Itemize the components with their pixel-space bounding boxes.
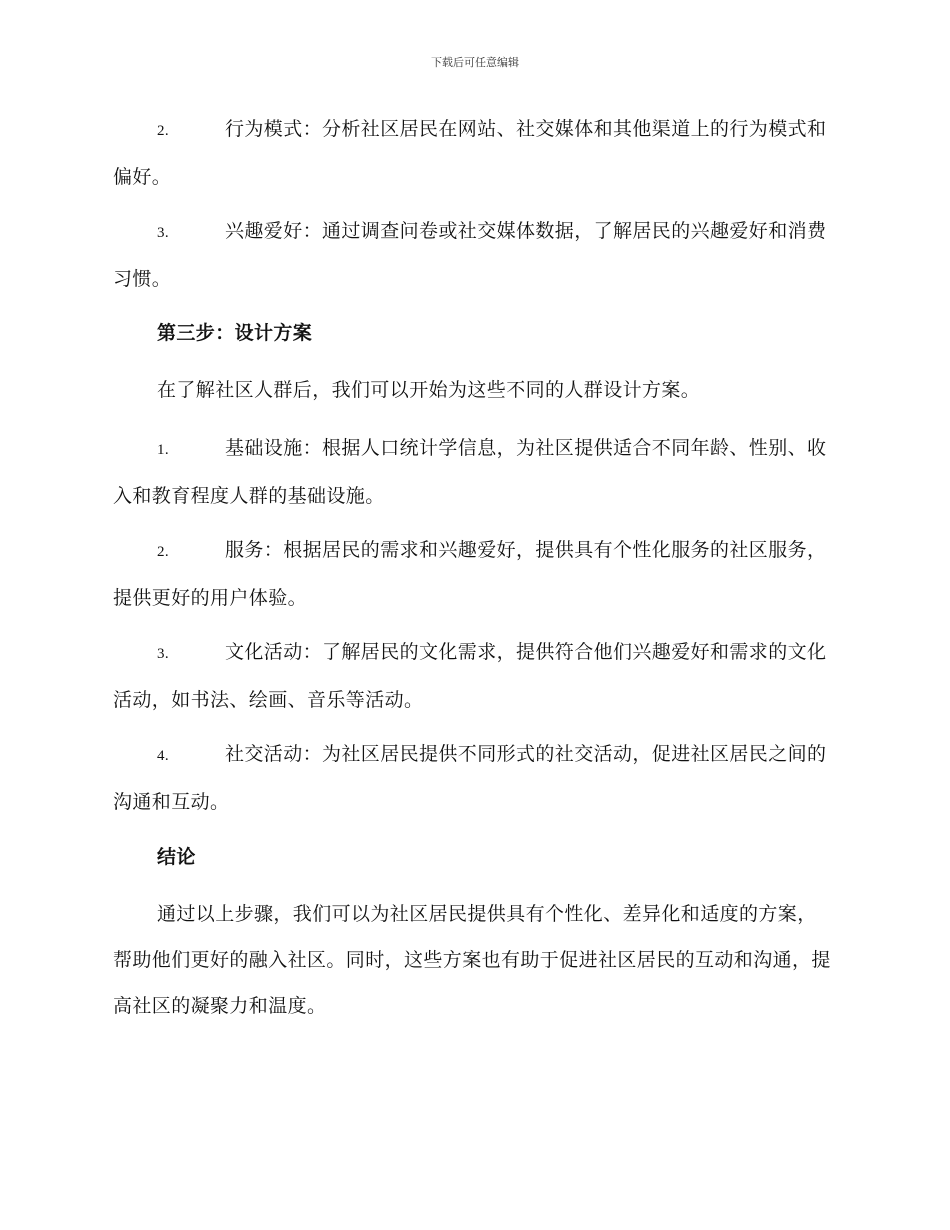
list-item-text: 基础设施：根据人口统计学信息，为社区提供适合不同年龄、性别、收入和教育程度人群的基础设施。: [113, 437, 827, 507]
list-item-text: 行为模式：分析社区居民在网站、社交媒体和其他渠道上的行为模式和偏好。: [113, 118, 827, 188]
list-item: [113, 527, 833, 621]
list-item-number: 2.: [157, 544, 170, 560]
list-item-number: 3.: [157, 225, 170, 241]
list-item-number: 3.: [157, 646, 170, 662]
list-item-number: 1.: [157, 442, 170, 458]
list-item-number: 4.: [157, 748, 170, 764]
list-item-text: 服务：根据居民的需求和兴趣爱好，提供具有个性化服务的社区服务，提供更好的用户体验。: [113, 539, 827, 609]
list-item-text: 文化活动：了解居民的文化需求，提供符合他们兴趣爱好和需求的文化活动，如书法、绘画、音乐等活动。: [113, 641, 827, 711]
list-item: [113, 629, 833, 723]
list-item: [113, 425, 833, 519]
list-item-text: 兴趣爱好：通过调查问卷或社交媒体数据，了解居民的兴趣爱好和消费习惯。: [113, 220, 827, 290]
list-item: [113, 731, 833, 825]
list-item-text: 社交活动：为社区居民提供不同形式的社交活动，促进社区居民之间的沟通和互动。: [113, 743, 827, 813]
list-item: [113, 106, 833, 200]
step3-intro: 在了解社区人群后，我们可以开始为这些不同的人群设计方案。: [157, 379, 701, 401]
section-heading-conclusion: 结论: [157, 846, 196, 868]
list-item: [113, 208, 833, 302]
section-heading-step3: 第三步：设计方案: [157, 322, 313, 344]
conclusion-text: 通过以上步骤，我们可以为社区居民提供具有个性化、差异化和适度的方案，帮助他们更好的融入社区。同时，这些方案也有助于促进社区居民的互动和沟通，提高社区的凝聚力和温度。: [113, 903, 831, 1017]
list-item-number: 2.: [157, 123, 170, 139]
page-header: 下载后可任意编辑: [431, 56, 519, 69]
